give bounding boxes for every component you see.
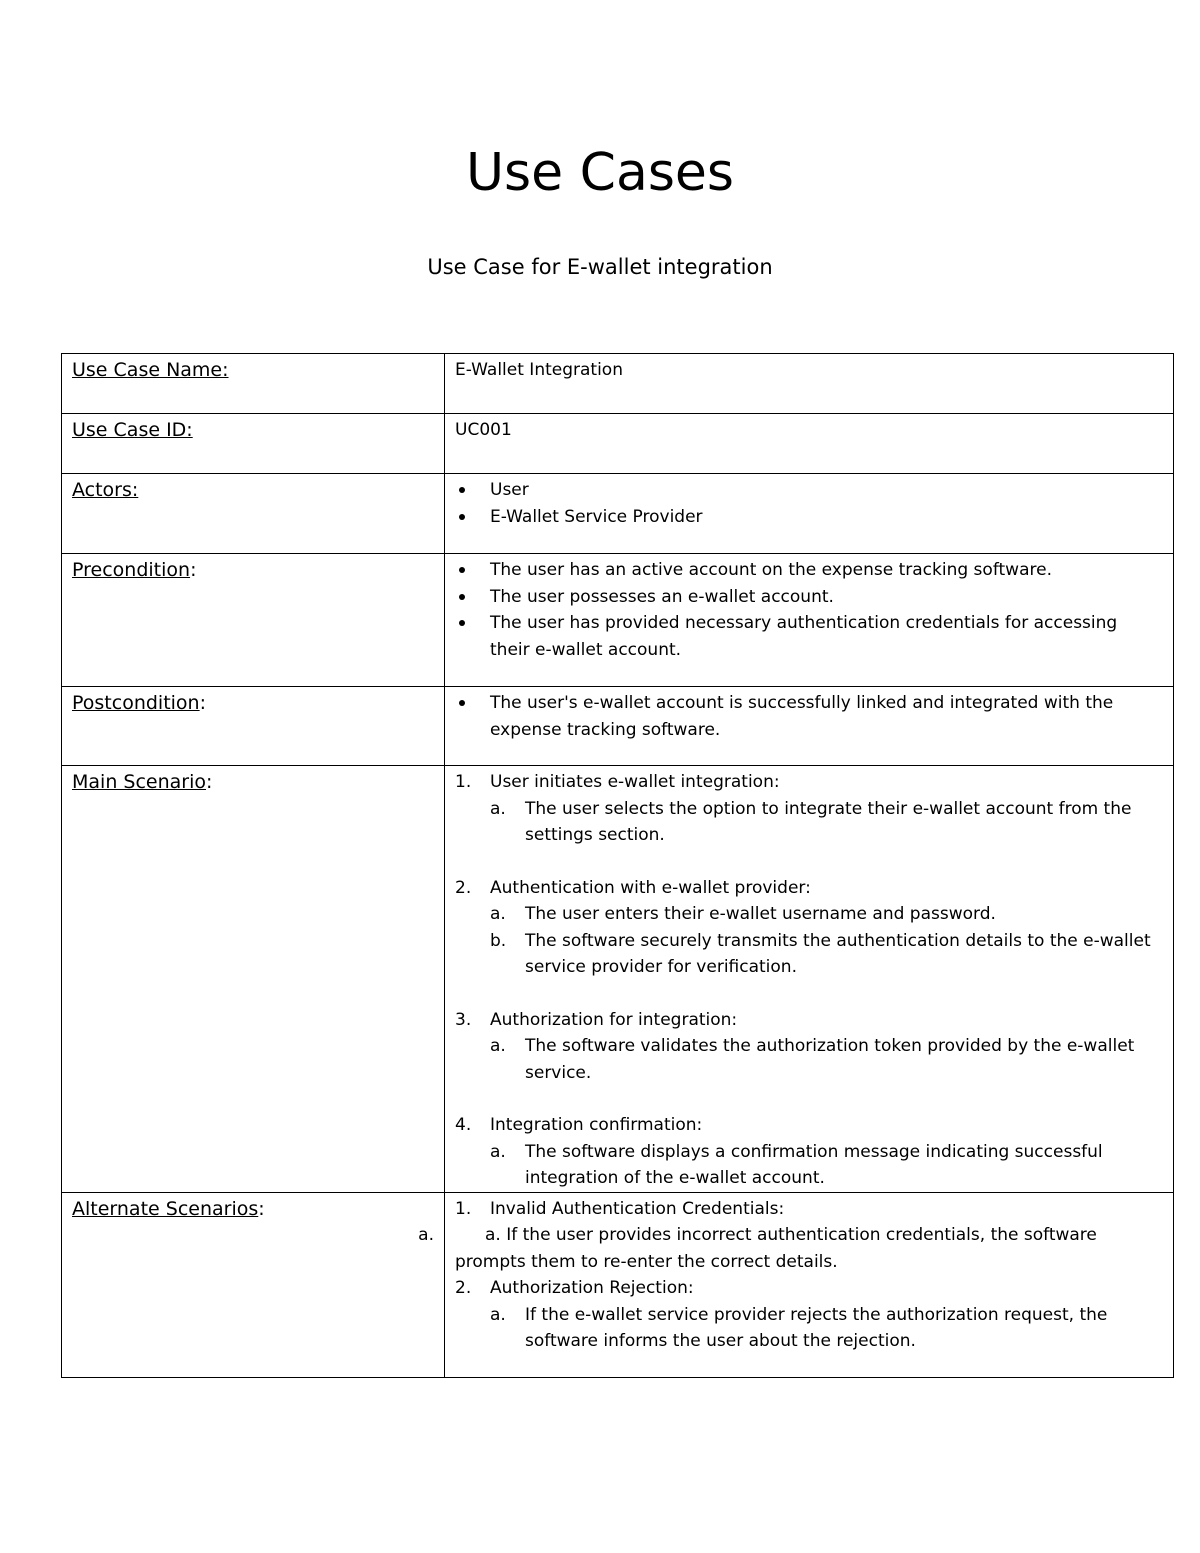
- step-text: Authorization for integration:: [490, 1009, 738, 1030]
- postcondition-list: [455, 690, 1155, 743]
- list-marker: a.: [418, 1225, 434, 1245]
- sub-step-list: [490, 901, 1155, 981]
- scenario-step: [455, 1007, 1155, 1087]
- list-item: The user possesses an e-wallet account.: [455, 584, 1155, 611]
- list-item: E-Wallet Service Provider: [455, 504, 1155, 531]
- use-case-name-value: E-Wallet Integration: [455, 360, 623, 380]
- list-item: The user has provided necessary authentication credentials for accessing their e-wallet account.: [455, 610, 1155, 663]
- sub-step-letter: a.: [490, 1141, 506, 1162]
- value-cell: [445, 414, 1174, 474]
- row-main-scenario: [62, 766, 1174, 1193]
- sub-step-letter: a.: [490, 1304, 506, 1325]
- sub-step: [490, 928, 1155, 981]
- value-cell: [445, 474, 1174, 554]
- label-colon: :: [258, 1197, 265, 1220]
- use-case-id-label: Use Case ID:: [72, 419, 193, 441]
- label-colon: :: [199, 692, 207, 714]
- value-cell: [445, 766, 1174, 1193]
- label-colon: :: [190, 559, 197, 581]
- list-item: User: [455, 477, 1155, 504]
- row-alternate-scenarios: [62, 1192, 1174, 1377]
- sub-step: [490, 1302, 1155, 1355]
- sub-step-text: a. If the user provides incorrect authentication credentials, the software prompts them to re-enter the correct details.: [455, 1225, 1097, 1272]
- row-actors: [62, 474, 1174, 554]
- sub-step-list: [490, 796, 1155, 849]
- sub-step-text: The software validates the authorization token provided by the e-wallet service.: [525, 1036, 1135, 1083]
- label-cell: [62, 766, 445, 1193]
- sub-step-text: The software securely transmits the authentication details to the e-wallet service provider for verification.: [525, 930, 1151, 977]
- sub-step: [490, 796, 1155, 849]
- sub-step-letter: a.: [490, 1036, 506, 1056]
- label-colon: :: [206, 771, 213, 793]
- alternate-scenario-list: [455, 1196, 1155, 1223]
- value-cell: [445, 554, 1174, 687]
- value-cell: [445, 687, 1174, 766]
- scenario-step: [455, 875, 1155, 981]
- scenario-step: [455, 1275, 1155, 1355]
- row-postcondition: [62, 687, 1174, 766]
- actors-list: [455, 477, 1155, 530]
- sub-step-letter: a.: [490, 798, 506, 819]
- sub-step-text: If the e-wallet service provider rejects the authorization request, the software informs the user about the rejection.: [525, 1304, 1108, 1351]
- step-text: User initiates e-wallet integration:: [490, 772, 780, 792]
- document-subtitle: Use Case for E-wallet integration: [427, 255, 773, 279]
- sub-step: [490, 1033, 1155, 1086]
- use-case-name-label: Use Case Name:: [72, 359, 229, 381]
- main-scenario-list: [455, 769, 1155, 1192]
- label-cell: [62, 554, 445, 687]
- sub-step-text: The user selects the option to integrate their e-wallet account from the settings section.: [525, 798, 1132, 845]
- step-text: Integration confirmation:: [490, 1115, 703, 1135]
- actors-label: Actors:: [72, 479, 139, 501]
- sub-step-list: [490, 1302, 1155, 1355]
- sub-step: [490, 901, 1155, 928]
- step-text: Invalid Authentication Credentials:: [490, 1198, 785, 1219]
- step-number: 2.: [455, 877, 472, 898]
- label-cell: [62, 414, 445, 474]
- sub-step-text: The software displays a confirmation message indicating successful integration of the e-wallet account.: [525, 1141, 1103, 1188]
- step-text: Authentication with e-wallet provider:: [490, 877, 811, 898]
- sub-step-letter: a.: [490, 904, 506, 924]
- document-title: Use Cases: [465, 143, 735, 203]
- postcondition-label: Postcondition: [72, 692, 200, 714]
- list-item: The user has an active account on the expense tracking software.: [455, 557, 1155, 584]
- sub-step-letter: b.: [490, 930, 507, 951]
- main-scenario-label: Main Scenario: [72, 771, 206, 793]
- list-item: The user's e-wallet account is successfully linked and integrated with the expense tracking software.: [455, 690, 1155, 743]
- precondition-label: Precondition: [72, 559, 191, 581]
- label-cell: [62, 687, 445, 766]
- step-number: 1.: [455, 772, 472, 792]
- scenario-step: [455, 1112, 1155, 1192]
- sub-step-text: The user enters their e-wallet username and password.: [525, 904, 996, 924]
- precondition-list: [455, 557, 1155, 663]
- label-cell: [62, 354, 445, 414]
- step-text: Authorization Rejection:: [490, 1278, 694, 1298]
- sub-step-list: [490, 1139, 1155, 1192]
- step-number: 3.: [455, 1009, 472, 1030]
- sub-step-list: [490, 1033, 1155, 1086]
- use-case-id-value: UC001: [455, 420, 512, 440]
- alternate-sub-step: [455, 1222, 1155, 1275]
- label-cell: [62, 1192, 445, 1377]
- step-number: 4.: [455, 1115, 472, 1135]
- value-cell: [445, 1192, 1174, 1377]
- row-precondition: [62, 554, 1174, 687]
- alternate-scenario-list: [455, 1275, 1155, 1355]
- scenario-step: [455, 1196, 1155, 1223]
- sub-step: [490, 1139, 1155, 1192]
- step-number: 1.: [455, 1198, 472, 1219]
- use-case-table: [61, 353, 1174, 1378]
- row-use-case-name: [62, 354, 1174, 414]
- scenario-step: [455, 769, 1155, 849]
- label-cell: [62, 474, 445, 554]
- value-cell: [445, 354, 1174, 414]
- row-use-case-id: [62, 414, 1174, 474]
- alternate-scenarios-label: Alternate Scenarios: [72, 1197, 259, 1220]
- step-number: 2.: [455, 1278, 472, 1298]
